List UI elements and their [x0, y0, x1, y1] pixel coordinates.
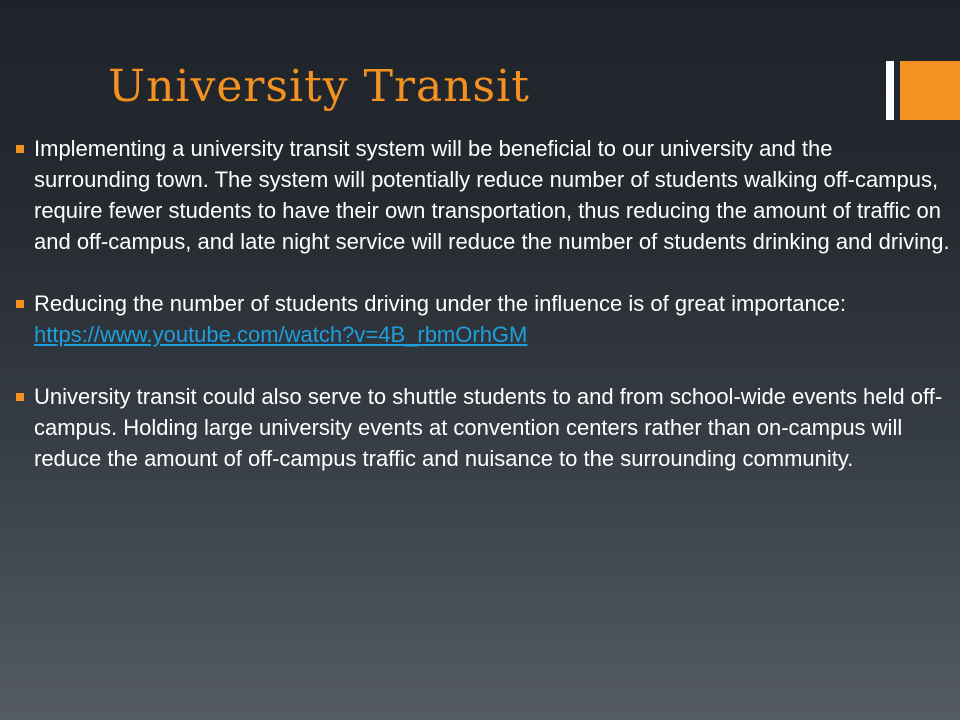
slide-title: University Transit — [108, 61, 530, 112]
bullet-item — [16, 381, 954, 474]
bullet-item — [16, 133, 954, 257]
bullet-text: Reducing the number of students driving under the influence is of great importance: — [34, 291, 847, 316]
youtube-link[interactable]: https://www.youtube.com/watch?v=4B_rbmOrhGM — [34, 322, 528, 347]
square-bullet-icon — [16, 145, 24, 153]
bullet-list — [16, 133, 954, 474]
square-bullet-icon — [16, 393, 24, 401]
bullet-text: Implementing a university transit system will be beneficial to our university and the surrounding town. The system will potentially reduce number of students walking off-campus, require fewer students to have their own transportation, thus reducing the amount of traffic on and off-campus, and late night service will reduce the number of students drinking and driving. — [34, 136, 950, 254]
decorative-bar-white — [886, 61, 894, 120]
bullet-item — [16, 288, 954, 350]
decorative-bar-orange — [900, 61, 960, 120]
square-bullet-icon — [16, 300, 24, 308]
bullet-text: University transit could also serve to shuttle students to and from school-wide events held off-campus. Holding large university events at convention centers rather than on-campus will reduce the amount of off-campus traffic and nuisance to the surrounding community. — [34, 384, 943, 471]
